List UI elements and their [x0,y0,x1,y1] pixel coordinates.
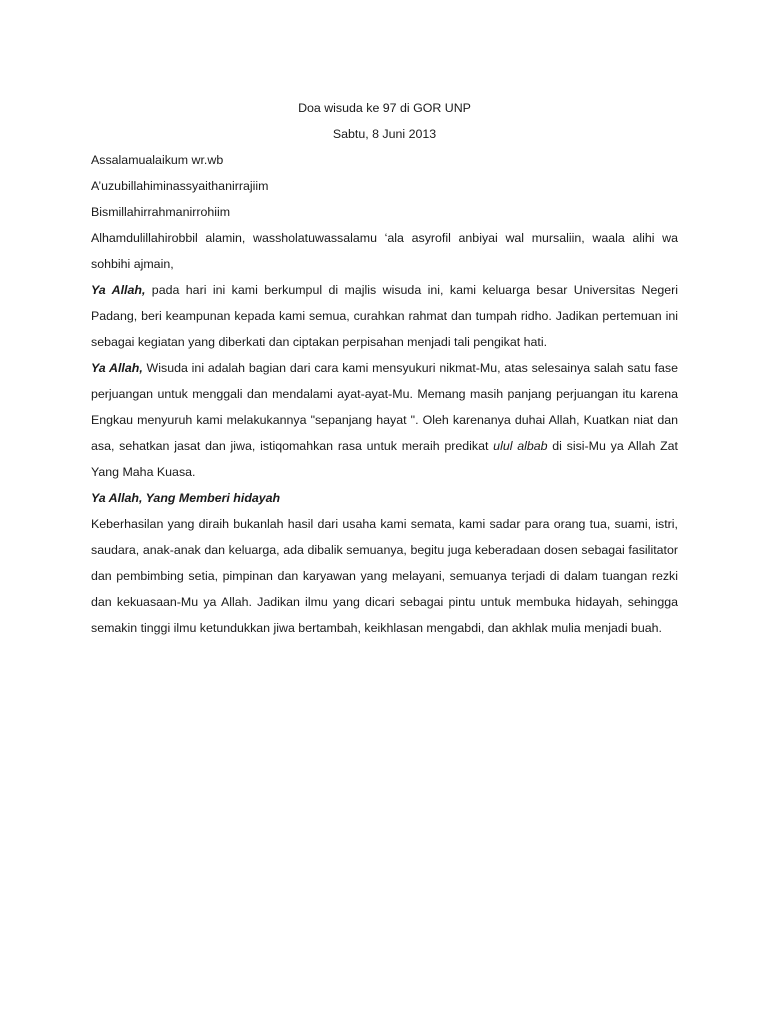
paragraph-1-text: pada hari ini kami berkumpul di majlis wisuda ini, kami keluarga besar Universitas Negeri Padang, beri keampunan kepada kami semua, curahkan rahmat dan tumpah ridho. Jadikan pertemuan ini sebagai kegiatan yang diberkati dan ciptakan perpisahan menjadi tali pengikat hati. [91,283,678,349]
greeting-line: Assalamualaikum wr.wb [91,153,224,167]
paragraph-2 [91,355,678,485]
paragraph-2-text-a: Wisuda ini adalah bagian dari cara kami mensyukuri nikmat-Mu, atas selesainya salah satu fase perjuangan untuk menggali dan mendalami ayat-ayat-Mu. Memang masih panjang perjuangan itu karena Engkau menyuruh kami melakukannya "sepanjang hayat ". Oleh karenanya duhai Allah, Kuatkan niat dan asa, sehatkan jasat dan jiwa, istiqomahkan rasa untuk meraih predikat [91,361,678,453]
opening-paragraph: Alhamdulillahirobbil alamin, wassholatuwassalamu ‘ala asyrofil anbiyai wal mursaliin, waala alihi wa sohbihi ajmain, [91,231,678,271]
paragraph-2-italic: ulul albab [493,439,548,453]
document-title: Doa wisuda ke 97 di GOR UNP [298,101,471,115]
document-date: Sabtu, 8 Juni 2013 [332,127,437,141]
document-body [91,95,678,641]
heading-3: Ya Allah, Yang Memberi hidayah [91,491,281,505]
basmalah-line: Bismillahirrahmanirrohiim [91,205,231,219]
paragraph-1 [91,277,678,355]
paragraph-2-lead: Ya Allah, [91,361,143,375]
paragraph-2-text-b: di sisi-Mu ya Allah Zat Yang Maha Kuasa. [91,439,678,479]
paragraph-3: Keberhasilan yang diraih bukanlah hasil dari usaha kami semata, kami sadar para orang tua, suami, istri, saudara, anak-anak dan keluarga, ada dibalik semuanya, begitu juga keberadaan dosen sebagai fasilitator dan pembimbing setia, pimpinan dan karyawan yang melayani, semuanya terjadi di dalam tuangan rezki dan kekuasaan-Mu ya Allah. Jadikan ilmu yang dicari sebagai pintu untuk membuka hidayah, sehingga semakin tinggi ilmu ketundukkan jiwa bertambah, keikhlasan mengabdi, dan akhlak mulia menjadi buah. [91,517,678,635]
paragraph-1-lead: Ya Allah, [91,283,146,297]
taawudz-line: A’uzubillahiminassyaithanirrajiim [91,179,269,193]
